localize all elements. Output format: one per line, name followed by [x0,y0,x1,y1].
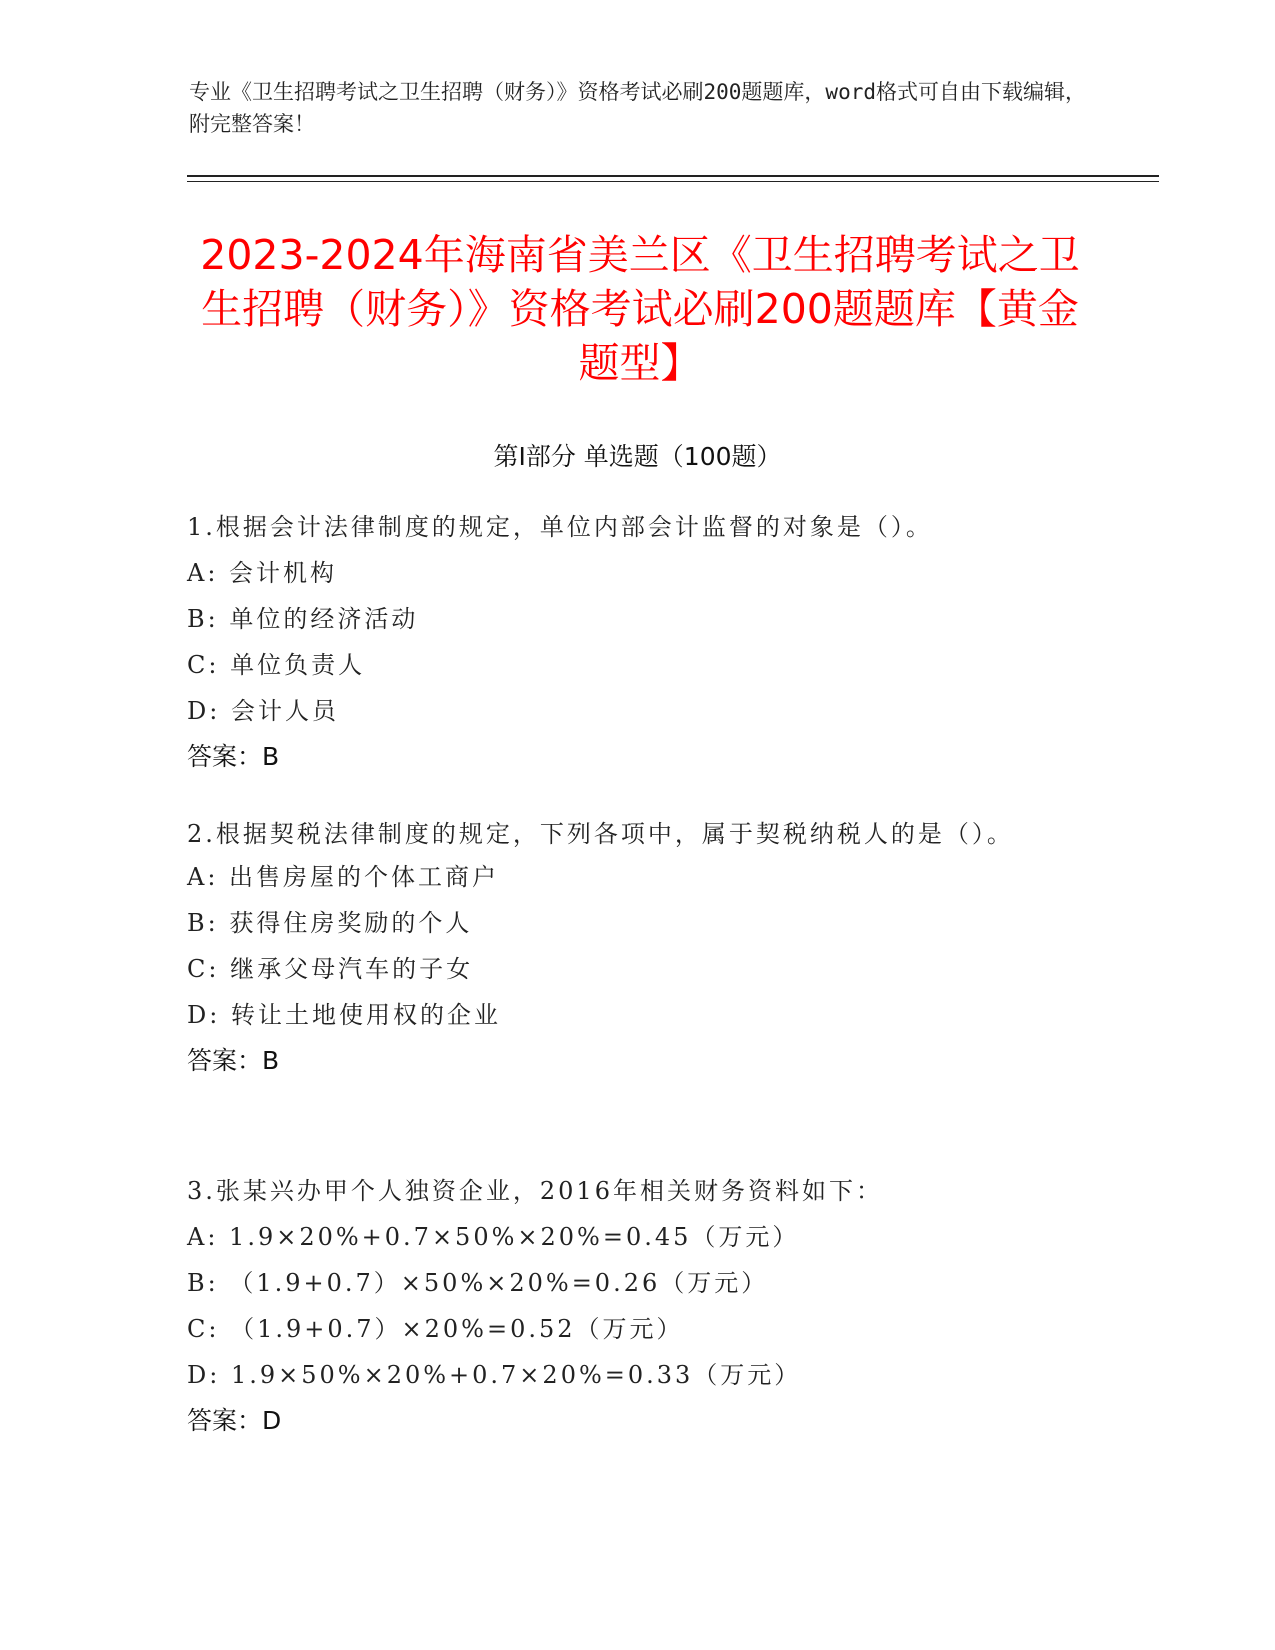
option-c: C: （1.9+0.7）×20%=0.52（万元） [187,1315,684,1343]
answer: 答案：B [187,742,280,771]
header-divider-thin [187,181,1159,182]
question-2 [187,814,1087,1084]
option-d: D: 会计人员 [187,697,339,725]
question-stem: 1.根据会计法律制度的规定，单位内部会计监督的对象是（）。 [187,513,933,541]
question-1 [187,504,1087,780]
option-b: B: 获得住房奖励的个人 [187,909,473,937]
question-3 [187,1168,1087,1444]
answer: 答案：D [187,1406,282,1435]
option-a: A: 1.9×20%+0.7×50%×20%=0.45（万元） [187,1223,800,1251]
answer: 答案：B [187,1046,280,1075]
option-d: D: 转让土地使用权的企业 [187,1001,501,1029]
option-a: A: 会计机构 [187,559,338,587]
header-note: 专业《卫生招聘考试之卫生招聘（财务）》资格考试必刷200题题库，word格式可自由下载编辑，附完整答案！ [189,80,1086,136]
header-divider-thick [187,175,1159,177]
question-stem: 2.根据契税法律制度的规定，下列各项中，属于契税纳税人的是（）。 [187,820,1014,848]
option-c: C: 单位负责人 [187,651,366,679]
question-stem: 3.张某兴办甲个人独资企业，2016年相关财务资料如下： [187,1177,883,1205]
option-b: B: 单位的经济活动 [187,605,419,633]
option-b: B: （1.9+0.7）×50%×20%=0.26（万元） [187,1269,769,1297]
option-a: A: 出售房屋的个体工商户 [187,863,500,891]
document-title: 2023-2024年海南省美兰区《卫生招聘考试之卫生招聘（财务）》资格考试必刷200题题库【黄金题型】 [200,231,1080,387]
section-title: 第I部分 单选题（100题） [493,442,782,471]
option-d: D: 1.9×50%×20%+0.7×20%=0.33（万元） [187,1361,802,1389]
option-c: C: 继承父母汽车的子女 [187,955,474,983]
